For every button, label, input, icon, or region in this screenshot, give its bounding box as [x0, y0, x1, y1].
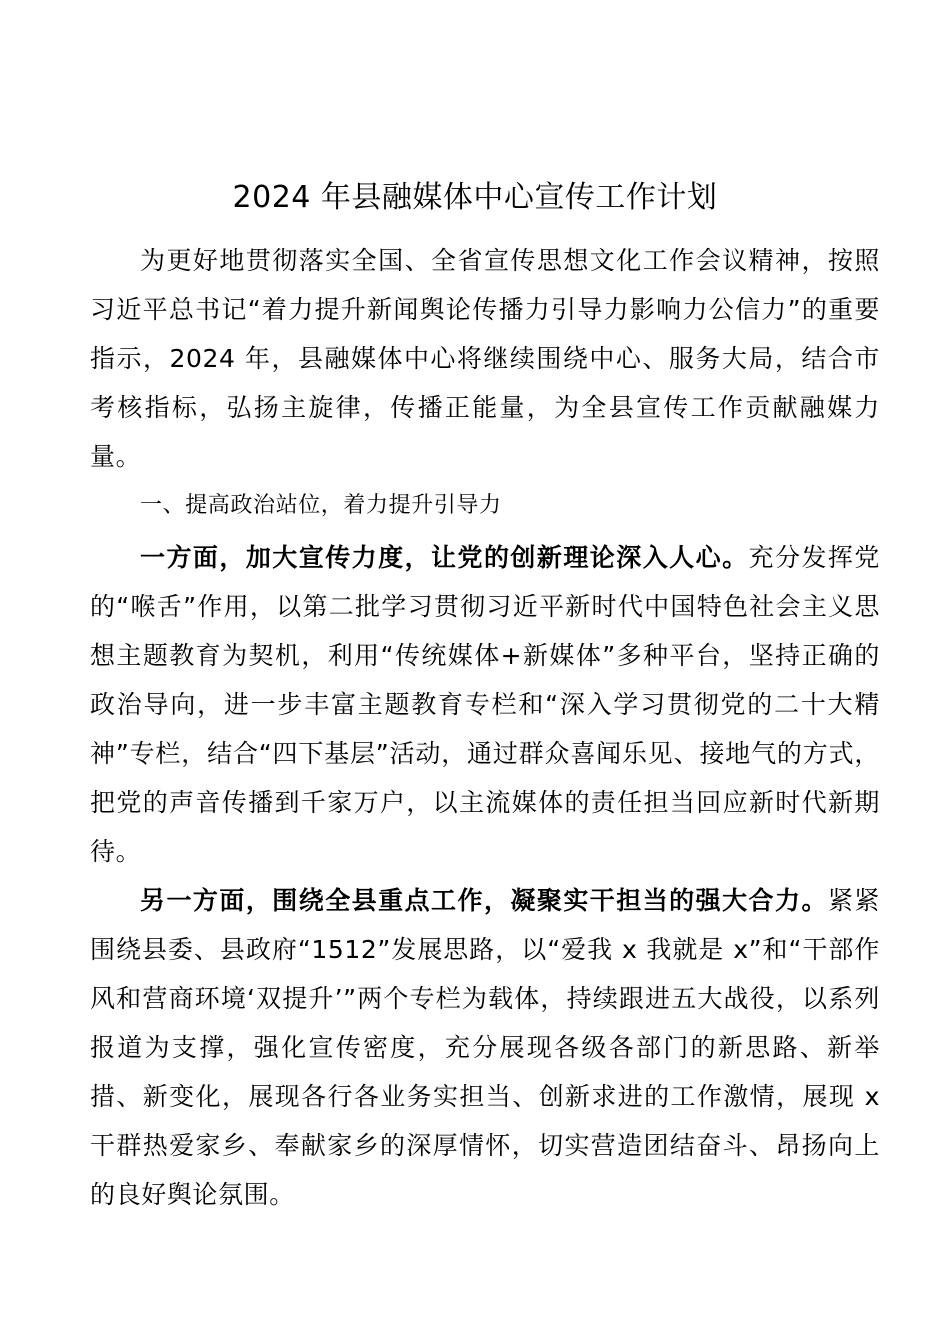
paragraph-2-body: 紧紧围绕县委、县政府“1512”发展思路，以“爱我 x 我就是 x”和“干部作风和营商环境‘双提升’”两个专栏为载体，持续跟进五大战役，以系列报道为支撑，强化宣传密度，充分展现各级各部门的新思路、新举措、新变化，展现各行各业务实担当、创新求进的工作激情，展现 x 干群热爱家乡、奉献家乡的深厚情怀，切实营造团结奋斗、昂扬向上的良好舆论氛围。	[90, 886, 880, 1209]
paragraph-2	[90, 876, 880, 1219]
section-heading-1: 一、提高政治站位，着力提升引导力	[140, 493, 502, 518]
paragraph-2-lead: 另一方面，围绕全县重点工作，凝聚实干担当的强大合力。	[140, 886, 828, 915]
paragraph-1-lead: 一方面，加大宣传力度，让党的创新理论深入人心。	[140, 543, 749, 572]
paragraph-1-body: 充分发挥党的“喉舌”作用，以第二批学习贯彻习近平新时代中国特色社会主义思想主题教育为契机，利用“传统媒体+新媒体”多种平台，坚持正确的政治导向，进一步丰富主题教育专栏和“深入学习贯彻党的二十大精神”专栏，结合“四下基层”活动，通过群众喜闻乐见、接地气的方式，把党的声音传播到千家万户，以主流媒体的责任担当回应新时代新期待。	[90, 543, 880, 866]
document-title: 2024 年县融媒体中心宣传工作计划	[232, 180, 718, 215]
document-body	[90, 236, 880, 1219]
intro-paragraph: 为更好地贯彻落实全国、全省宣传思想文化工作会议精神，按照习近平总书记“着力提升新闻舆论传播力引导力影响力公信力”的重要指示，2024 年，县融媒体中心将继续围绕中心、服务大局，结合市考核指标，弘扬主旋律，传播正能量，为全县宣传工作贡献融媒力量。	[90, 246, 880, 471]
paragraph-1	[90, 533, 880, 876]
